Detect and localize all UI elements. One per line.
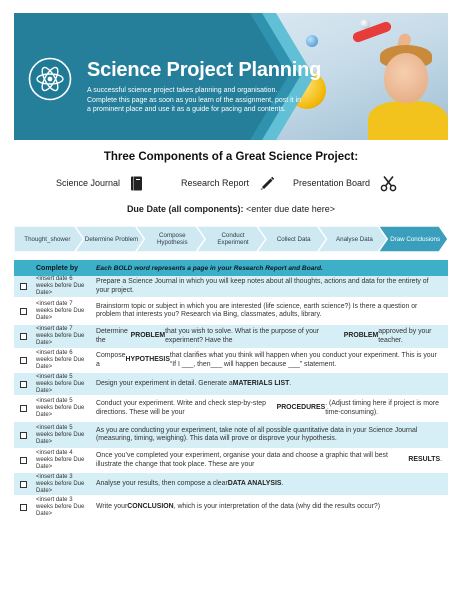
task-checkbox[interactable] — [20, 432, 27, 439]
step-label: Analyse Data — [336, 235, 373, 243]
task-checkbox[interactable] — [20, 357, 27, 364]
row-checkbox-cell — [14, 449, 32, 472]
table-body — [14, 276, 448, 519]
table-header — [14, 260, 448, 276]
task-checkbox[interactable] — [20, 405, 27, 412]
components-heading: Three Components of a Great Science Project: — [103, 151, 359, 163]
step-label: Compose Hypothesis — [156, 232, 188, 246]
step-label: Draw Conclusions — [390, 235, 441, 243]
complete-by-cell[interactable]: <insert date 6 weeks before Due Date> — [36, 350, 85, 370]
complete-by-cell[interactable]: <insert date 3 weeks before Due Date> — [36, 496, 85, 517]
page-title: Science Project Planning — [87, 59, 322, 81]
row-checkbox-cell — [14, 276, 32, 297]
task-cell: Determine the PROBLEM that you wish to solve. What is the purpose of your experiment? Have the PROBLEM approved by your teacher. — [96, 328, 432, 344]
task-checkbox[interactable] — [20, 457, 27, 464]
component-science-journal — [56, 174, 143, 192]
table-row — [14, 325, 448, 349]
table-row — [14, 373, 448, 396]
row-checkbox-cell — [14, 496, 32, 518]
notebook-icon — [130, 176, 143, 191]
process-steps — [14, 226, 448, 252]
column-header-note: Each BOLD word represents a page in your Research Report and Board. — [96, 264, 323, 272]
component-label: Research Report — [181, 178, 250, 188]
complete-by-cell[interactable]: <insert date 5 weeks before Due Date> — [36, 373, 85, 394]
row-checkbox-cell — [14, 325, 32, 348]
step-label: Collect Data — [276, 235, 311, 243]
task-cell: Design your experiment in detail. Generate a MATERIALS LIST . — [96, 379, 292, 387]
table-row — [14, 496, 448, 519]
atom-icon — [28, 57, 72, 101]
task-checkbox[interactable] — [20, 504, 27, 511]
task-cell: Brainstorm topic or subject in which you are interested (life science, earth science?) Is there a question or problem that interests you? Research via Bing, classmates, adults, library. — [96, 302, 418, 318]
scissors-icon — [380, 175, 397, 192]
table-row — [14, 449, 448, 473]
column-header-complete-by: Complete by — [36, 264, 79, 272]
task-cell: Conduct your experiment. Write and check step-by-step directions. These will be your PROCEDURES . (Adjust timing here if project is more time-consuming). — [96, 400, 439, 416]
task-cell: Compose a HYPOTHESIS that clarifies what you think will happen when you conduct your experiment. This is your “If I ___, then___ will happen because ___” statement. — [96, 352, 437, 368]
row-checkbox-cell — [14, 349, 32, 372]
complete-by-cell[interactable]: <insert date 3 weeks before Due Date> — [36, 473, 85, 494]
complete-by-cell[interactable]: <insert date 5 weeks before Due Date> — [36, 424, 85, 445]
due-date-label: Due Date (all components): — [126, 204, 244, 214]
complete-by-cell[interactable]: <insert date 5 weeks before Due Date> — [36, 398, 85, 418]
task-checkbox[interactable] — [20, 481, 27, 488]
table-row — [14, 422, 448, 449]
component-research-report — [181, 174, 275, 192]
row-checkbox-cell — [14, 473, 32, 495]
planning-table — [14, 260, 448, 519]
task-checkbox[interactable] — [20, 333, 27, 340]
pencil-icon — [259, 175, 275, 191]
task-checkbox[interactable] — [20, 308, 27, 315]
component-label: Presentation Board — [293, 178, 371, 188]
step-label: Thought_shower — [24, 235, 71, 243]
page-description: A successful science project takes planning and organisation. Complete this page as soon as you learn of the assignment, post it in a prominent place and use it as a guide for pacing and contents. — [87, 87, 302, 114]
row-checkbox-cell — [14, 396, 32, 421]
due-date-value[interactable]: <enter due date here> — [245, 204, 336, 214]
component-presentation-board — [293, 174, 397, 192]
complete-by-cell[interactable]: <insert date 7 weeks before Due Date> — [36, 326, 85, 346]
header-banner — [14, 13, 448, 140]
complete-by-cell[interactable]: <insert date 6 weeks before Due Date> — [36, 276, 85, 296]
due-date — [0, 204, 462, 214]
complete-by-cell[interactable]: <insert date 4 weeks before Due Date> — [36, 450, 85, 470]
task-checkbox[interactable] — [20, 381, 27, 388]
task-checkbox[interactable] — [20, 283, 27, 290]
table-row — [14, 298, 448, 325]
row-checkbox-cell — [14, 298, 32, 324]
task-cell: As you are conducting your experiment, take note of all possible quantitative data in your Science Journal (measuring, timing, weighing). This data will prove or disprove your hypothesis. — [96, 426, 418, 442]
complete-by-cell[interactable]: <insert date 7 weeks before Due Date> — [36, 300, 85, 321]
task-cell: Analyse your results, then compose a clear DATA ANALYSIS . — [96, 479, 284, 487]
task-cell: Write your CONCLUSION , which is your interpretation of the data (why did the results occur?) — [96, 502, 381, 510]
row-checkbox-cell — [14, 422, 32, 448]
component-label: Science Journal — [56, 178, 121, 188]
task-cell: Once you’ve completed your experiment, organise your data and choose a graphic that will best illustrate the change that took place. These are your RESULTS . — [96, 452, 442, 468]
table-row — [14, 349, 448, 373]
table-row — [14, 276, 448, 298]
table-row — [14, 473, 448, 496]
step-label: Determine Problem — [84, 235, 139, 243]
row-checkbox-cell — [14, 373, 32, 395]
table-row — [14, 396, 448, 422]
task-cell: Prepare a Science Journal in which you will keep notes about all thoughts, actions and data for the entirety of your project. — [96, 278, 429, 294]
step-label: Conduct Experiment — [217, 232, 249, 246]
